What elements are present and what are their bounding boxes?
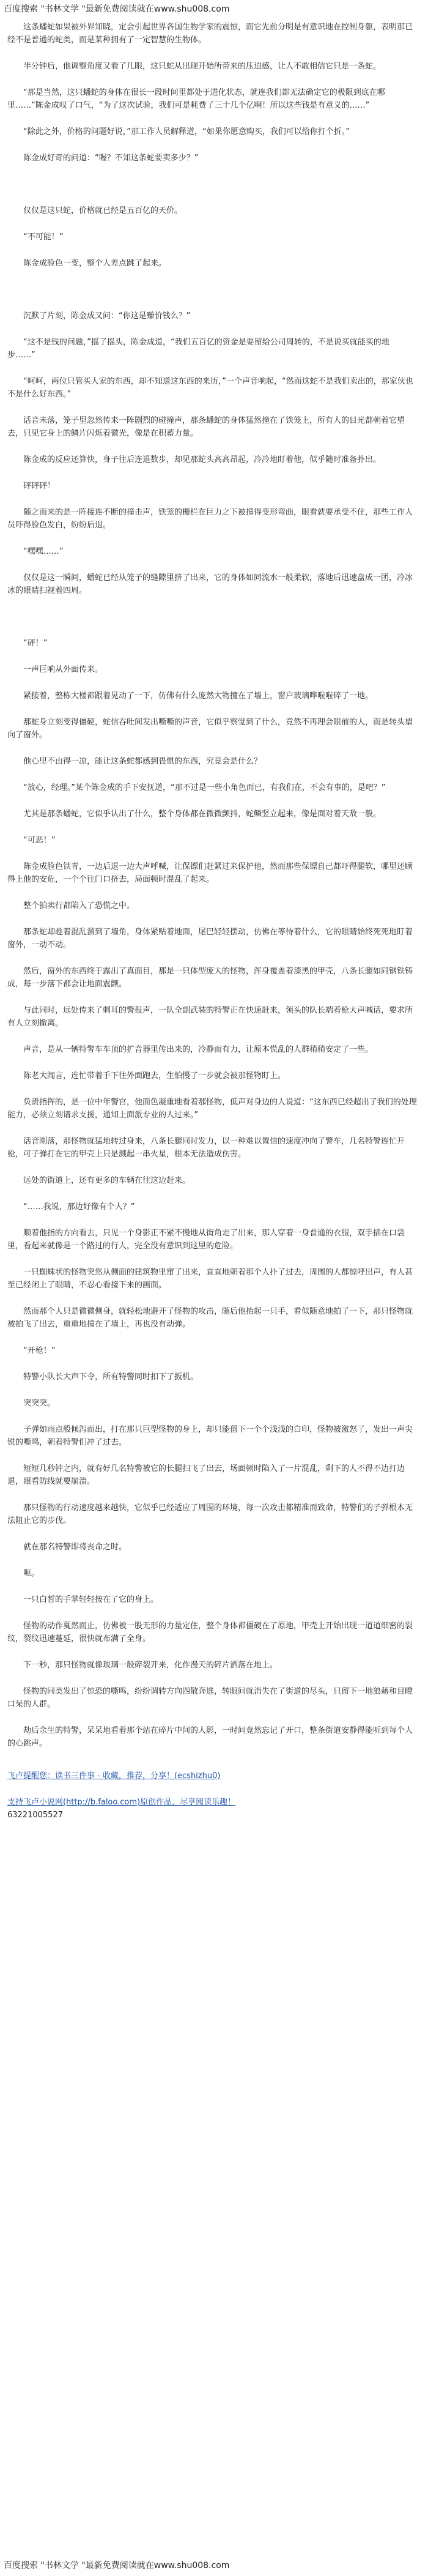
paragraph-gap [7, 558, 417, 571]
paragraph: “不可能！” [7, 233, 64, 242]
paragraph-gap [7, 73, 417, 86]
paragraph-gap [7, 1711, 417, 1724]
paragraph: 顺着他指的方向看去，只见一个身影正不紧不慢地从街角走了出来，那人穿着一身普通的衣服，双手插在口袋里，看起来就像是一个路过的行人，完全没有意识到这里的危险。 [7, 1229, 405, 1251]
paragraph-gap [7, 1030, 417, 1043]
paragraph: 子弹如雨点般倾泻而出，打在那只巨型怪物的身上，却只能留下一个个浅浅的白印，怪物被激怒了，发出一声尖锐的嘶鸣，朝着特警们冲了过去。 [7, 1425, 413, 1447]
paragraph: 陈老大闻言，连忙带着手下往外面跑去，生怕慢了一步就会被那怪物盯上。 [7, 1071, 286, 1081]
paragraph-gap [7, 296, 417, 310]
paragraph: 一只蜘蛛状的怪物突然从侧面的建筑物里窜了出来，直直地朝着那个人扑了过去，周围的人都惊呼出声，有人甚至已经闭上了眼睛，不忍心看接下来的画面。 [7, 1268, 413, 1290]
paragraph-gap [7, 532, 417, 545]
paragraph-gap [7, 1161, 417, 1174]
paragraph-gap [7, 1672, 417, 1685]
paragraph-gap [7, 597, 417, 611]
paragraph: 然后，窗外的东西终于露出了真面目，那是一只体型庞大的怪物，浑身覆盖着漆黑的甲壳，八条长腿如同钢铁铸成，每一步落下都会让地面震颤。 [7, 967, 413, 989]
paragraph [7, 178, 417, 191]
paragraph: 与此同时，远处传来了刺耳的警报声，一队全副武装的特警正在快速赶来，领头的队长端着枪大声喊话，要求所有人立刻撤离。 [7, 1006, 413, 1028]
paragraph-gap [7, 165, 417, 178]
paragraph-list [7, 21, 417, 1763]
paragraph-gap [7, 138, 417, 152]
paragraph: 怪物的同类发出了惊恐的嘶鸣，纷纷调转方向四散奔逃，转眼间就消失在了街道的尽头，只留下一地狼藉和目瞪口呆的人群。 [7, 1687, 413, 1709]
paragraph: 陈金成脸色一变，整个人差点跳了起来。 [7, 259, 167, 268]
paragraph: “那是当然，这只蟠蛇的身体在很长一段时间里都处于进化状态，就连我们都无法确定它的极限到底在哪里……”陈金成叹了口气，“为了这次试验，我们可是耗费了三十几个亿啊！所以这些钱是有意义的……” [7, 88, 385, 110]
paragraph-gap [7, 1082, 417, 1096]
paragraph-gap [7, 1750, 417, 1763]
paragraph-gap [7, 217, 417, 231]
paragraph: 远处的街道上，还有更多的车辆在往这边赶来。 [7, 1176, 191, 1185]
paragraph: 短短几秒钟之内，就有好几名特警被它的长腿扫飞了出去，场面顿时陷入了一片混乱，剩下的人不得不边打边退，眼看防线就要崩溃。 [7, 1464, 405, 1486]
paragraph-gap [7, 1292, 417, 1305]
paragraph: 下一秒，那只怪物就像玻璃一般碎裂开来，化作漫天的碎片洒落在地上。 [7, 1661, 278, 1670]
paragraph: “……我说，那边好像有个人？” [7, 1202, 135, 1212]
paragraph: 仅仅是这一瞬间，蟠蛇已经从笼子的缝隙里挤了出来，它的身体如同流水一般柔软，落地后迅速盘成一团，冷冰冰的眼睛扫视着四周。 [7, 573, 413, 595]
paragraph-gap [7, 1488, 417, 1502]
paragraph-gap [7, 794, 417, 808]
paragraph: 那条蛇却趁着混乱溜到了墙角，身体紧贴着地面，尾巴轻轻摆动，仿佛在等待着什么，它的眼睛始终死死地盯着窗外，一动不动。 [7, 928, 413, 950]
bottom-banner: 百度搜索 "书林文学 "最新免费阅读就在www.shu008.com [4, 2561, 230, 2570]
paragraph-gap [7, 270, 417, 283]
paragraph-gap [7, 1056, 417, 1070]
paragraph-gap [7, 1449, 417, 1462]
paragraph: 这条蟠蛇如果被外界知晓，定会引起世界各国生物学家的震惊，而它先前分明是有意识地在控制身躯，表明那已经不是普通的蛇类，而是某种拥有了一定智慧的生物体。 [7, 23, 413, 45]
paragraph: 沉默了片刻，陈金成又问：“你这是赚价钱么？” [7, 311, 191, 321]
paragraph-gap [7, 1331, 417, 1344]
paragraph-gap [7, 768, 417, 781]
paragraph-gap [7, 650, 417, 663]
paragraph: 半分钟后，他调整角度又看了几眼，这只蛇从出现开始所带来的压迫感，让人不敢相信它只是一条蛇。 [7, 62, 382, 71]
paragraph: 整个拍卖行都陷入了恐慌之中。 [7, 901, 135, 910]
paragraph-gap [7, 244, 417, 257]
paragraph-gap [7, 1410, 417, 1423]
paragraph-gap [7, 912, 417, 926]
paragraph [7, 283, 417, 296]
paragraph-gap [7, 493, 417, 506]
paragraph: “这不是钱的问题，”摇了摇头，陈金成道，“我们五百亿的资金是要留给公司周转的，不是说买就能买的地步……” [7, 338, 389, 360]
top-banner: 百度搜索 "书林文学 "最新免费阅读就在www.shu008.com [4, 4, 230, 14]
paragraph: “可恶！” [7, 836, 56, 845]
paragraph-gap [7, 991, 417, 1004]
paragraph-gap [7, 1213, 417, 1227]
paragraph-gap [7, 951, 417, 965]
paragraph-gap [7, 1122, 417, 1135]
paragraph-gap [7, 47, 417, 60]
paragraph-gap [7, 742, 417, 755]
paragraph-gap [7, 676, 417, 690]
paragraph: 话音未落，笼子里忽然传来一阵剧烈的碰撞声，那条蟠蛇的身体猛然撞在了铁笼上，所有人的目光都朝着它望去，只见它身上的鳞片闪烁着微光，像是在积蓄力量。 [7, 416, 405, 438]
paragraph-gap [7, 886, 417, 899]
paragraph-gap [7, 1383, 417, 1397]
paragraph: “放心，经理。”某个陈金成的手下安抚道，“那不过是一些小角色而已，有我们在，不会有事的，是吧？” [7, 783, 386, 792]
paragraph-gap [7, 1527, 417, 1541]
paragraph-gap [7, 821, 417, 834]
paragraph-gap [7, 1606, 417, 1620]
paragraph: 声音，是从一辆特警车车顶的扩音器里传出来的，冷静而有力，让原本慌乱的人群稍稍安定了一些。 [7, 1045, 374, 1054]
paragraph-gap [7, 322, 417, 336]
paragraph: 一只白皙的手掌轻轻按在了它的身上。 [7, 1595, 159, 1604]
paragraph-gap [7, 191, 417, 204]
paragraph-gap [7, 440, 417, 453]
paragraph-gap [7, 847, 417, 860]
paragraph-gap [7, 1645, 417, 1659]
paragraph: 呃。 [7, 1569, 40, 1578]
paragraph: 他心里不由得一凉，能让这条蛇都感到畏惧的东西，究竟会是什么？ [7, 757, 262, 766]
paragraph: 随之而来的是一阵接连不断的撞击声，铁笼的栅栏在巨力之下被撞得变形弯曲，眼看就要承受不住，那些工作人员吓得脸色发白，纷纷后退。 [7, 508, 413, 530]
id-code: 63221005527 [7, 1811, 63, 1820]
support-link[interactable]: 支持飞卢小说网(http://b.faloo.com)原创作品，尽享阅读乐趣！ [7, 1798, 236, 1807]
paragraph-gap [7, 401, 417, 414]
paragraph: 就在那名特警即将丧命之时。 [7, 1543, 127, 1552]
paragraph-gap [7, 1357, 417, 1371]
paragraph-gap [7, 466, 417, 480]
paragraph: 负责指挥的，是一位中年警官，他面色凝重地看着那怪物，低声对身边的人说道：“这东西已经超出了我们的处理能力，必须立刻请求支援，通知上面派专业的人过来。” [7, 1098, 417, 1120]
paragraph: 一声巨响从外面传来。 [7, 665, 103, 674]
paragraph [7, 611, 417, 624]
paragraph: 那只怪物的行动速度越来越快，它似乎已经适应了周围的环境，每一次攻击都精准而致命，特警们的子弹根本无法阻止它的步伐。 [7, 1503, 413, 1525]
paragraph: 仅仅是这只蛇，价格就已经是五百亿的天价。 [7, 206, 183, 215]
paragraph: “开枪！” [7, 1346, 56, 1355]
paragraph: 劫后余生的特警，呆呆地看着那个站在碎片中间的人影，一时间竟然忘记了开口，整条街道安静得能听到每个人的心跳声。 [7, 1726, 413, 1748]
paragraph-gap [7, 1554, 417, 1567]
chapter-content [0, 18, 428, 1822]
paragraph: 突突突。 [7, 1399, 56, 1408]
paragraph: 陈金成好奇的问道：“喔？不知这条蛇要卖多少？” [7, 154, 199, 163]
paragraph: 怪物的动作戛然而止，仿佛被一股无形的力量定住，整个身体都僵硬在了原地，甲壳上开始出现一道道细密的裂纹，裂纹迅速蔓延，很快就布满了全身。 [7, 1621, 413, 1644]
paragraph-gap [7, 112, 417, 125]
paragraph-gap [7, 624, 417, 637]
paragraph-gap [7, 1187, 417, 1201]
paragraph: 陈金成脸色铁青，一边后退一边大声呼喊，让保镖们赶紧过来保护他，然而那些保镖自己都吓得腿软，哪里还顾得上他的安危，一个个往门口挤去，局面顿时混乱了起来。 [7, 862, 413, 884]
paragraph: 尤其是那条蟠蛇，它似乎认出了什么，整个身体都在微微颤抖，蛇鳞竖立起来，像是面对着天敌一般。 [7, 810, 382, 819]
paragraph-gap [7, 702, 417, 716]
paragraph: “呵呵，两位只管买人家的东西，却不知道这东西的来历，”一个声音响起，“然而这蛇不是我们卖出的，那家伙也不是什么好东西。” [7, 377, 413, 399]
closing-note-link[interactable]: 飞卢提醒您：读书三件事 - 收藏，推荐，分享！(ecshizhu0) [7, 1771, 221, 1781]
paragraph: 砰砰砰！ [7, 482, 56, 491]
paragraph: 紧接着，整栋大楼都跟着晃动了一下，仿佛有什么庞然大物撞在了墙上，窗户玻璃哗啦啦碎了一地。 [7, 691, 374, 701]
paragraph: “嘿嘿……” [7, 547, 64, 556]
paragraph-gap [7, 1580, 417, 1593]
paragraph-gap [7, 1253, 417, 1266]
paragraph: 话音刚落，那怪物就猛地转过身来，八条长腿同时发力，以一种难以置信的速度冲向了警车，几名特警连忙开枪，可子弹打在它的甲壳上只是溅起一串火星，根本无法造成伤害。 [7, 1137, 405, 1159]
paragraph: “砰！” [7, 639, 48, 648]
paragraph: 特警小队长大声下令，所有特警同时扣下了扳机。 [7, 1372, 199, 1382]
paragraph-gap [7, 362, 417, 375]
paragraph: “除此之外，价格的问题好说，”那工作人员解释道，“如果你愿意购买，我们可以给你打个折。” [7, 127, 350, 136]
paragraph: 然而那个人只是微微侧身，就轻松地避开了怪物的攻击，随后他抬起一只手，看似随意地拍了一下，那只怪物就被拍飞了出去，重重地撞在了墙上，再也没有动弹。 [7, 1307, 413, 1329]
paragraph: 陈金成的反应还算快，身子往后连退数步，却见那蛇头高高昂起，冷冷地盯着他，似乎随时准备扑出。 [7, 455, 382, 464]
paragraph: 那蛇身立刻变得僵硬，蛇信吞吐间发出嘶嘶的声音，它似乎察觉到了什么，竟然不再理会眼前的人，而是转头望向了窗外。 [7, 718, 413, 740]
